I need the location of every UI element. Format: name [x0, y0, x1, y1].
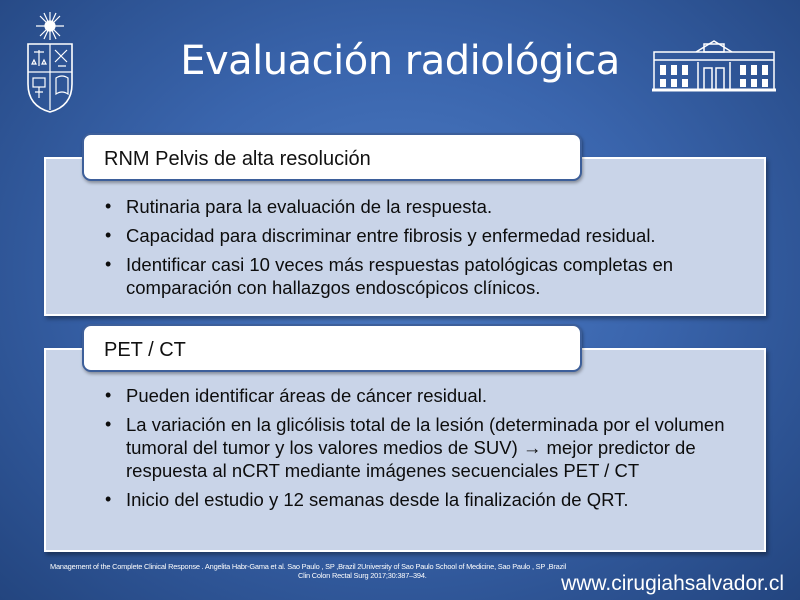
section-pet-heading: PET / CT	[82, 324, 582, 372]
reference-line-1: Management of the Complete Clinical Response . Angelita Habr-Gama et al. Sao Paulo , SP ,Brazil 2University of Sao Paulo School of Medicine, Sao Paulo , SP ,Brazil	[50, 562, 566, 571]
website-url: www.cirugiahsalvador.cl	[561, 572, 784, 595]
bullet-item: • Inicio del estudio y 12 semanas desde la finalización de QRT.	[46, 488, 764, 511]
bullet-item: • Pueden identificar áreas de cáncer residual.	[46, 384, 764, 407]
hospital-building-icon	[652, 38, 776, 94]
section-pet-bullets	[46, 384, 764, 517]
bullet-item: • Rutinaria para la evaluación de la respuesta.	[46, 195, 764, 218]
section-rnm-bullets	[46, 195, 764, 305]
section-rnm-heading: RNM Pelvis de alta resolución	[82, 133, 582, 181]
bullet-item: • Identificar casi 10 veces más respuestas patológicas completas en comparación con hallazgos endoscópicos clínicos.	[46, 253, 764, 299]
bullet-item: • La variación en la glicólisis total de la lesión (determinada por el volumen tumoral del tumor y los valores medios de SUV) → mejor predictor de respuesta al nCRT mediante imágenes secuenciales PET / CT	[46, 413, 764, 482]
section-pet-panel	[44, 348, 766, 552]
slide-title: Evaluación radiológica	[180, 38, 620, 84]
bullet-item: • Capacidad para discriminar entre fibrosis y enfermedad residual.	[46, 224, 764, 247]
reference-line-2: Clin Colon Rectal Surg 2017;30:387–394.	[298, 571, 427, 580]
university-crest-icon	[22, 10, 78, 114]
